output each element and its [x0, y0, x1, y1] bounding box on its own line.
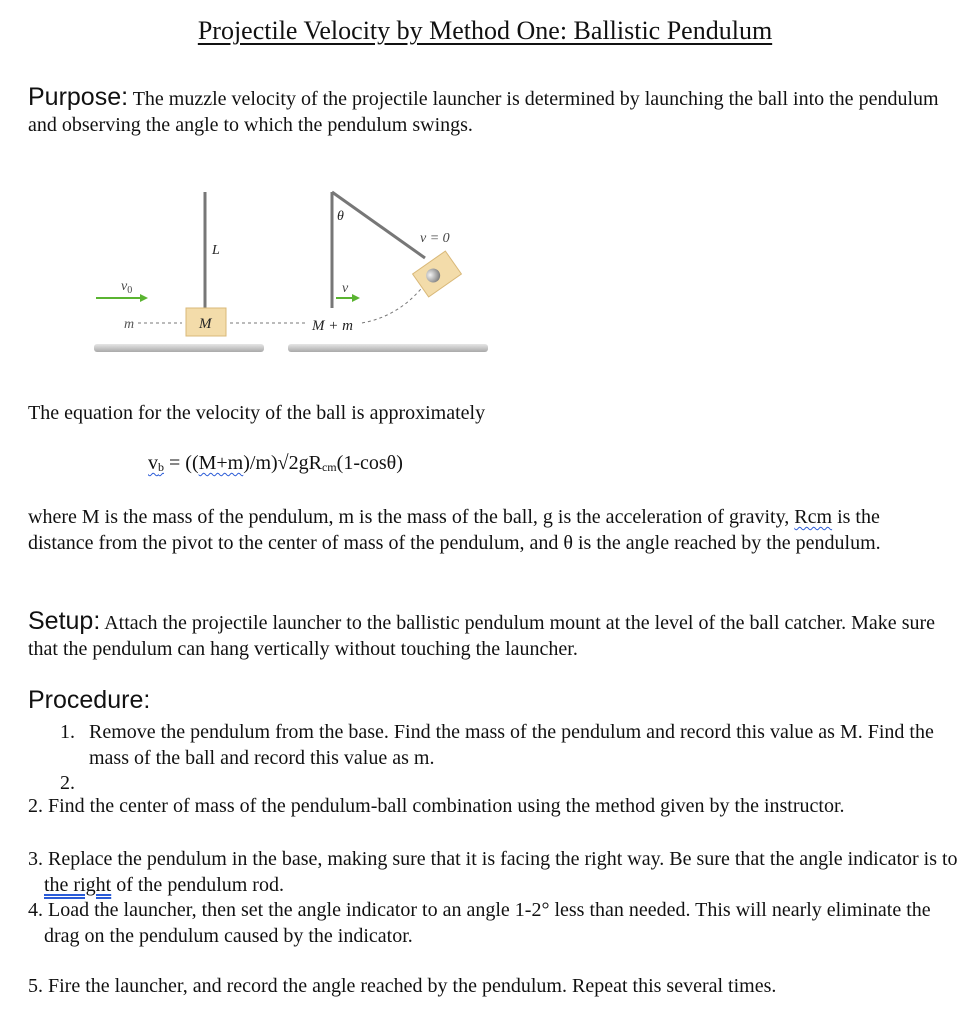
swing-trajectory	[362, 284, 425, 323]
purpose-text: The muzzle velocity of the projectile launcher is determined by launching the ball into the pendulum and observing the angle to which the pendulum swings.	[28, 88, 939, 136]
equation-intro: The equation for the velocity of the ball is approximately	[28, 402, 486, 424]
where-paragraph: where M is the mass of the pendulum, m is the mass of the ball, g is the acceleration of gravity, Rcm is the distance from the pivot to the center of mass of the pendulum, and θ is the angle reached by the pendulum.	[28, 506, 881, 554]
the-right-underline: the right	[44, 874, 112, 896]
label-v0: $v_0$	[121, 279, 133, 296]
purpose-paragraph	[28, 84, 948, 138]
label-M-plus-m: M + m	[312, 318, 353, 334]
floor-right	[288, 344, 488, 352]
label-v-equals-0: v = 0	[420, 231, 450, 246]
equation-lhs: vb	[148, 452, 164, 474]
procedure-heading: Procedure:	[28, 686, 151, 714]
equation-r-sub: cm	[321, 460, 337, 474]
setup-heading: Setup:	[28, 607, 101, 635]
ballistic-pendulum-diagram	[90, 180, 500, 360]
page-title: Projectile Velocity by Method One: Ballistic Pendulum	[197, 16, 773, 45]
equation-mass-sum: M+m	[198, 452, 244, 474]
purpose-heading: Purpose:	[28, 83, 129, 111]
procedure-step-3: 3. Replace the pendulum in the base, making sure that it is facing the right way. Be sure that the angle indicator is to the right of the pendulum rod.	[28, 848, 958, 896]
setup-paragraph	[28, 608, 948, 662]
procedure-step-5: 5. Fire the launcher, and record the angle reached by the pendulum. Repeat this several times.	[28, 975, 777, 997]
right-pendulum-rod-swung	[332, 192, 425, 258]
label-theta: θ	[337, 209, 344, 224]
label-v: v	[342, 281, 349, 296]
equation-tail: (1-cosθ)	[336, 452, 403, 474]
procedure-step-4: 4. Load the launcher, then set the angle indicator to an angle 1-2° less than needed. This will nearly eliminate the drag on the pendulum caused by the indicator.	[28, 899, 931, 947]
v0-arrowhead	[140, 294, 148, 302]
procedure-step-1: 1. Remove the pendulum from the base. Find the mass of the pendulum and record this value as M. Find the mass of the ball and record this value as m.	[60, 721, 934, 769]
velocity-equation	[148, 452, 403, 475]
label-m: m	[124, 317, 135, 332]
label-L: L	[212, 243, 220, 258]
v-arrowhead	[352, 294, 360, 302]
setup-text: Attach the projectile launcher to the ballistic pendulum mount at the level of the ball catcher. Make sure that the pendulum can hang vertically without touching the launcher.	[28, 612, 936, 660]
floor-left	[94, 344, 264, 352]
procedure-empty-item: 2.	[60, 772, 75, 794]
label-M: M	[199, 316, 212, 332]
procedure-step-2: 2. Find the center of mass of the pendulum-ball combination using the method given by the instructor.	[28, 795, 845, 817]
equation-middle: )/m)√2gR	[243, 452, 322, 474]
rcm-term: Rcm	[794, 506, 833, 528]
equation-eq: = ((	[164, 452, 199, 474]
